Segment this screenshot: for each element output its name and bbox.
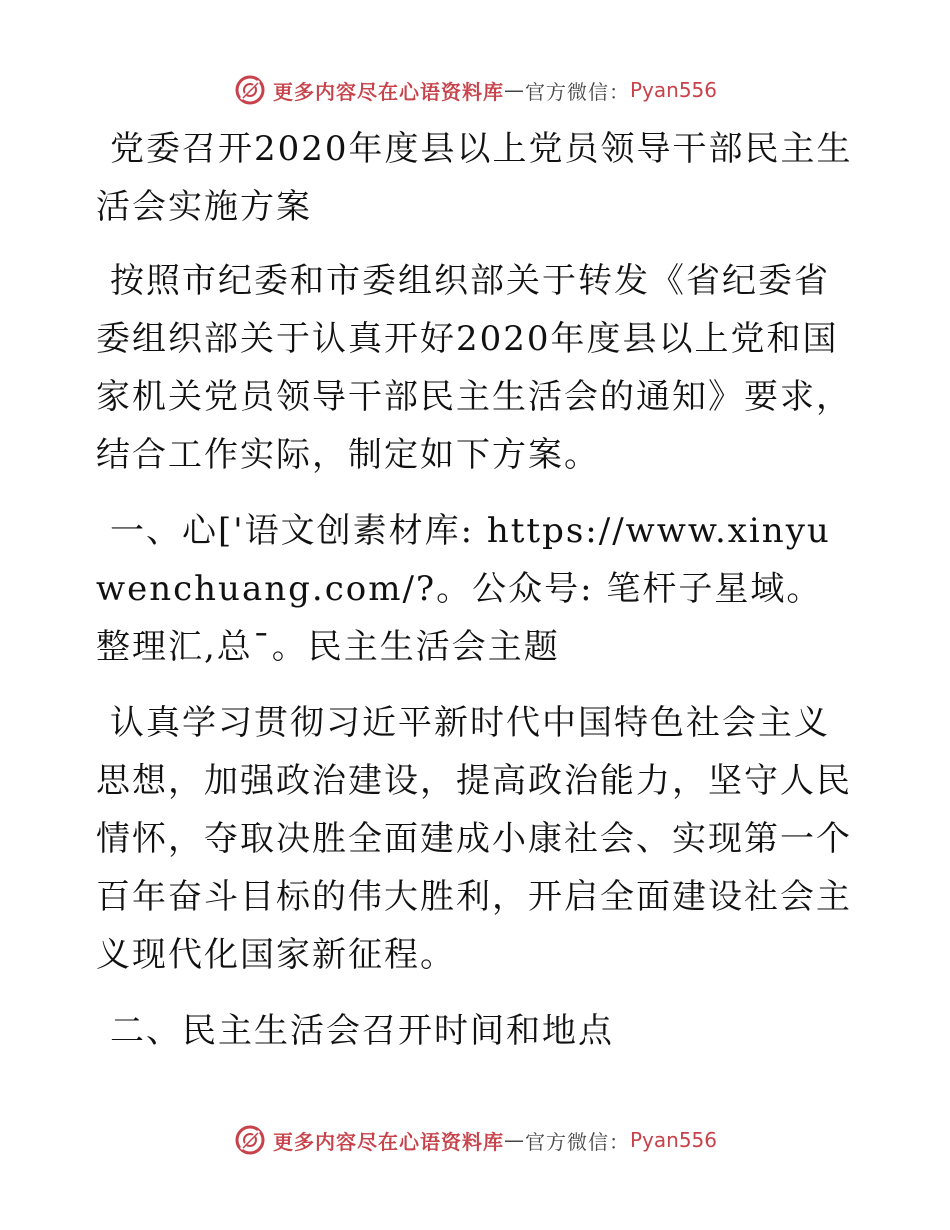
brand-text: 更多内容尽在心语资料库	[272, 79, 504, 104]
wechat-id: Pyan556	[629, 1128, 717, 1152]
ring-logo-icon	[233, 1123, 267, 1157]
banner-dash: —	[503, 78, 525, 102]
document-body	[96, 120, 856, 1078]
wechat-id: Pyan556	[629, 78, 717, 102]
contact-label: 官方微信：	[524, 79, 630, 104]
header-watermark-banner	[0, 70, 950, 110]
section-1-heading: 一、心['语文创素材库: https://www.xinyuwenchuang.com/?。公众号: 笔杆子星域。整理汇,总¯。民主生活会主题	[96, 511, 831, 667]
banner-dash: —	[503, 1128, 525, 1152]
document-title: 党委召开2020年度县以上党员领导干部民主生活会实施方案	[96, 129, 853, 227]
section-2-heading: 二、民主生活会召开时间和地点	[110, 1011, 614, 1051]
section-1-body: 认真学习贯彻习近平新时代中国特色社会主义思想，加强政治建设，提高政治能力，坚守人民情怀，夺取决胜全面建成小康社会、实现第一个百年奋斗目标的伟大胜利，开启全面建设社会主义现代化国家新征程。	[96, 703, 852, 975]
intro-paragraph: 按照市纪委和市委组织部关于转发《省纪委省委组织部关于认真开好2020年度县以上党和国家机关党员领导干部民主生活会的通知》要求，结合工作实际，制定如下方案。	[96, 261, 852, 475]
brand-text: 更多内容尽在心语资料库	[272, 1129, 504, 1154]
footer-watermark-banner	[0, 1120, 950, 1160]
contact-label: 官方微信：	[524, 1129, 630, 1154]
ring-logo-icon	[233, 73, 267, 107]
